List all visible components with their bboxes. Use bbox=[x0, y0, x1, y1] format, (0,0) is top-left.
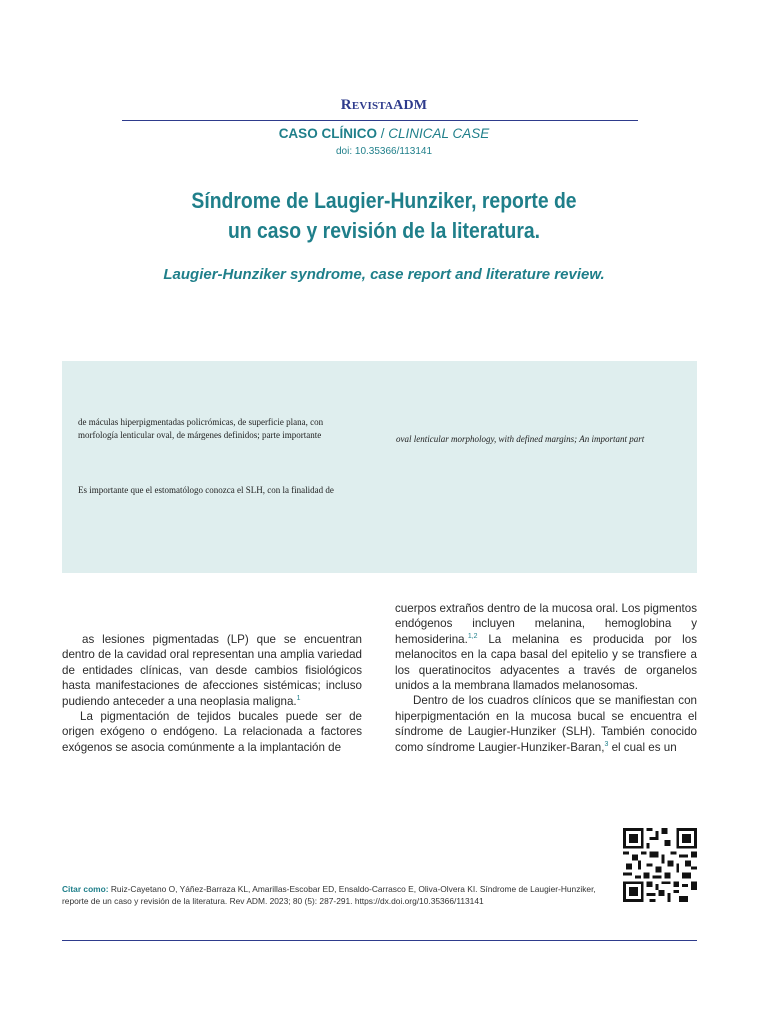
section-label bbox=[0, 126, 768, 141]
header-divider bbox=[122, 120, 638, 121]
body-text: La melanina es producida por los melanocitos en la capa basal del epitelio y se transfiere a los queratinocitos adyacentes a través de organelos unidos a la membrana llamados melanosomas. bbox=[395, 632, 697, 693]
journal-name bbox=[0, 97, 768, 114]
body-text: el cual es un bbox=[608, 740, 677, 754]
drop-cap-line: as lesiones pigmentadas (LP) que se encuentran bbox=[82, 633, 362, 646]
body-paragraph bbox=[62, 632, 362, 709]
body-column-left bbox=[62, 632, 362, 755]
citation-label: Citar como: bbox=[62, 884, 109, 894]
body-column-right bbox=[395, 601, 697, 755]
section-label-en: CLINICAL CASE bbox=[388, 126, 490, 141]
doi[interactable]: doi: 10.35366/113141 bbox=[335, 146, 432, 157]
body-text: cuerpos extraños dentro de la mucosa oral. Los pigmentos endógenos incluyen melanina, hemoglobina y hemosiderina. bbox=[395, 602, 697, 646]
reference-marker[interactable]: 1,2 bbox=[467, 632, 478, 640]
body-paragraph: La pigmentación de tejidos bucales puede ser de origen exógeno o endógeno. La relacionada a factores exógenos se asocia comúnmente a la implantación de bbox=[62, 710, 362, 754]
body-paragraph bbox=[395, 601, 697, 693]
body-paragraph bbox=[395, 693, 697, 755]
article-title-es bbox=[134, 186, 634, 246]
footer-divider bbox=[62, 940, 697, 941]
reference-marker[interactable]: 1 bbox=[296, 694, 301, 702]
reference-marker[interactable]: 3 bbox=[604, 740, 609, 748]
abstract-es-line: Es importante que el estomatólogo conozca el SLH, con la finalidad de bbox=[78, 485, 334, 495]
journal-abbrev: ADM bbox=[393, 98, 428, 113]
section-separator: / bbox=[380, 126, 385, 141]
article-title-en: Laugier-Hunziker syndrome, case report and literature review. bbox=[163, 266, 605, 283]
abstract-panel bbox=[62, 361, 697, 573]
abstract-es-fragment bbox=[78, 416, 368, 442]
title-line-1: Síndrome de Laugier-Hunziker, reporte de bbox=[191, 188, 577, 213]
abstract-es-line: morfología lenticular oval, de márgenes definidos; parte importante bbox=[78, 430, 322, 440]
title-line-2: un caso y revisión de la literatura. bbox=[227, 218, 541, 243]
journal-prefix: Revista bbox=[340, 97, 394, 113]
citation-text[interactable]: Ruiz-Cayetano O, Yáñez-Barraza KL, Amarillas-Escobar ED, Ensaldo-Carrasco E, Oliva-Olvera KI. Síndrome de Laugier-Hunziker, reporte de un caso y revisión de la literatura. Rev ADM. 2023; 80 (5): 287-291. https://dx.doi.org/10.35366/113141 bbox=[62, 884, 596, 906]
abstract-en-line: oval lenticular morphology, with defined margins; An important part bbox=[396, 434, 645, 444]
section-label-es: CASO CLÍNICO bbox=[278, 126, 377, 141]
body-text: dentro de la cavidad oral representan una amplia variedad de entidades clínicas, van desde cambios fisiológicos hasta manifestaciones de afecciones sistémicas; incluso pudiendo anteceder a una neoplasia maligna. bbox=[62, 648, 362, 708]
abstract-es-line: de máculas hiperpigmentadas policrómicas, de superficie plana, con bbox=[78, 417, 324, 427]
qr-code-icon[interactable] bbox=[623, 828, 697, 902]
body-text: Dentro de los cuadros clínicos que se manifiestan con hiperpigmentación en la mucosa bucal se encuentra el síndrome de Laugier-Hunziker (SLH). También conocido como síndrome Laugier-Hunziker-Baran, bbox=[395, 694, 697, 754]
citation bbox=[62, 883, 610, 907]
